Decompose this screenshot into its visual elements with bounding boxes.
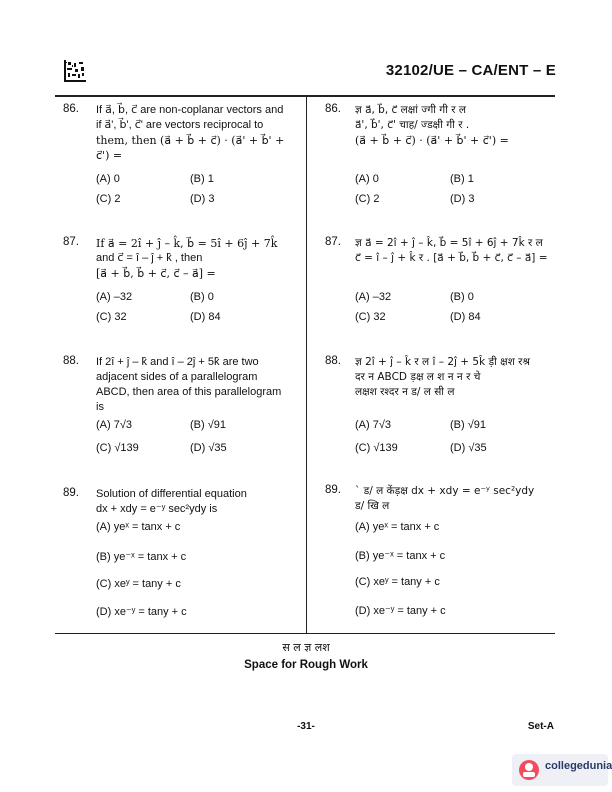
page-number: -31-	[297, 721, 315, 732]
q87-number-hi: 87.	[325, 236, 341, 248]
q87-number: 87.	[63, 236, 79, 248]
q89-option-a-hi: (A) yeˣ = tanx + c	[355, 521, 440, 533]
q88-option-c-hi: (C) √139	[355, 442, 398, 454]
q89-option-b-hi: (B) ye⁻ˣ = tanx + c	[355, 550, 446, 562]
q89-number: 89.	[63, 487, 79, 499]
header-rule	[55, 95, 555, 97]
q86-option-c-hi: (C) 2	[355, 193, 380, 205]
footer-rule	[55, 633, 555, 634]
q88-number: 88.	[63, 355, 79, 367]
q86-option-a-en: (A) 0	[96, 173, 120, 185]
q89-text-en: Solution of differential equation dx + xdy = e⁻ʸ sec²ydy is	[96, 488, 247, 515]
q87-option-c-hi: (C) 32	[355, 311, 386, 323]
q88-number-hi: 88.	[325, 355, 341, 367]
q89-option-d-hi: (D) xe⁻ʸ = tany + c	[355, 605, 446, 617]
q88-option-c-en: (C) √139	[96, 442, 139, 454]
q89-number-hi: 89.	[325, 484, 341, 496]
q86-option-b-hi: (B) 1	[450, 173, 474, 185]
q86-text-hi: ज्ञ a⃗, b⃗, c⃗ लक्षां ज्गी गी र ल a⃗', b⃗', c⃗' चाह/ ज्डक्षी गी र . (a⃗ + b⃗ + c⃗) · (a⃗' + b⃗' + c⃗') =	[355, 104, 509, 147]
q86-option-b-en: (B) 1	[190, 173, 214, 185]
q87-option-d-en: (D) 84	[190, 311, 221, 323]
q86-option-c-en: (C) 2	[96, 193, 121, 205]
q86-number-hi: 86.	[325, 103, 341, 115]
q87-option-d-hi: (D) 84	[450, 311, 481, 323]
q88-option-a-en: (A) 7√3	[96, 419, 132, 431]
column-divider	[306, 97, 307, 633]
q88-option-a-hi: (A) 7√3	[355, 419, 391, 431]
q86-number: 86.	[63, 103, 79, 115]
q88-text-hi: ज्ञ 2î + ĵ – k̂ र ल î – 2ĵ + 5k̂ ड़ी क्षश रश्र दर न ABCD ड़क्ष ल श न न र चे लक्षश रश्दर न ड/ ल सी ल	[355, 356, 530, 398]
q87-option-b-en: (B) 0	[190, 291, 214, 303]
q89-option-c-en: (C) xeʸ = tany + c	[96, 578, 181, 590]
q86-option-a-hi: (A) 0	[355, 173, 379, 185]
q88-option-b-hi: (B) √91	[450, 419, 486, 431]
q87-option-a-en: (A) –32	[96, 291, 133, 303]
q86-option-d-en: (D) 3	[190, 193, 215, 205]
q87-option-b-hi: (B) 0	[450, 291, 474, 303]
q89-option-d-en: (D) xe⁻ʸ = tany + c	[96, 606, 187, 618]
q88-text-en: If 2î + ĵ – k̂ and î – 2ĵ + 5k̂ are two adjacent sides of a parallelogram ABCD, then area of this parallelogram is	[96, 356, 282, 413]
collegedunia-watermark: collegedunia	[545, 760, 612, 772]
datamatrix-code-icon	[64, 60, 86, 82]
q87-text-hi: ज्ञ a⃗ = 2î + ĵ – k̂, b⃗ = 5î + 6ĵ + 7k̂ र ल c⃗ = î – ĵ + k̂ र . [a⃗ + b⃗, b⃗ + c⃗, c⃗ – a⃗] =	[355, 237, 548, 264]
rough-work-label: Space for Rough Work	[244, 659, 368, 671]
q86-option-d-hi: (D) 3	[450, 193, 475, 205]
set-label: Set-A	[527, 721, 554, 732]
paper-code: 32102/UE – CA/ENT – E	[385, 62, 556, 79]
q88-option-d-hi: (D) √35	[450, 442, 487, 454]
q89-option-a-en: (A) yeˣ = tanx + c	[96, 521, 181, 533]
rough-work-label-hi: स ल ज्ञ लश	[282, 641, 330, 654]
q89-option-b-en: (B) ye⁻ˣ = tanx + c	[96, 551, 187, 563]
q87-option-c-en: (C) 32	[96, 311, 127, 323]
q89-text-hi: ` ड/ ल केंड़क्ष dx + xdy = e⁻ʸ sec²ydy ड/ खि ल	[355, 485, 535, 512]
q89-option-c-hi: (C) xeʸ = tany + c	[355, 576, 440, 588]
q88-option-b-en: (B) √91	[190, 419, 226, 431]
q87-option-a-hi: (A) –32	[355, 291, 392, 303]
q87-text-en: If a⃗ = 2î + ĵ – k̂, b⃗ = 5î + 6ĵ + 7k̂ and c⃗ = î – ĵ + k̂ , then [a⃗ + b⃗, b⃗ + c⃗, c⃗ – a⃗] =	[96, 237, 278, 280]
q86-text-en: If a⃗, b⃗, c⃗ are non-coplanar vectors and if a⃗', b⃗', c⃗' are vectors reciprocal to them, then (a⃗ + b⃗ + c⃗) · (a⃗' + b⃗' + c⃗') =	[96, 104, 285, 162]
q88-option-d-en: (D) √35	[190, 442, 227, 454]
